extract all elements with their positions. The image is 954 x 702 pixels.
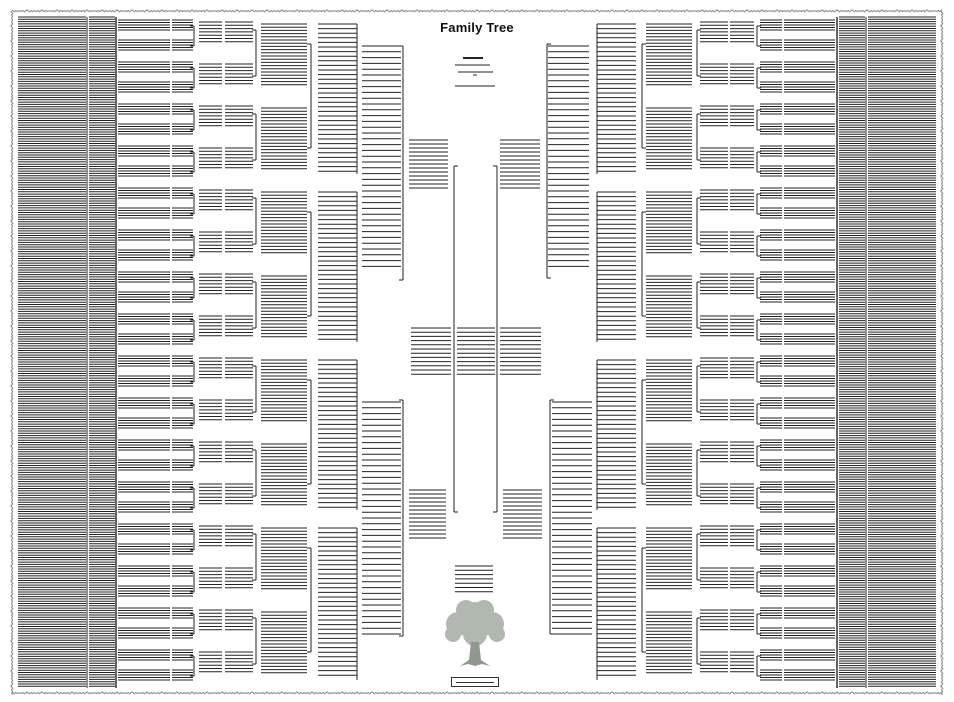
name-box-line bbox=[456, 682, 494, 683]
name-box bbox=[451, 677, 499, 687]
tree-icon bbox=[438, 596, 512, 670]
tree-trunk bbox=[460, 642, 490, 666]
tree-foliage bbox=[445, 600, 505, 646]
chart-title: Family Tree bbox=[440, 20, 514, 35]
